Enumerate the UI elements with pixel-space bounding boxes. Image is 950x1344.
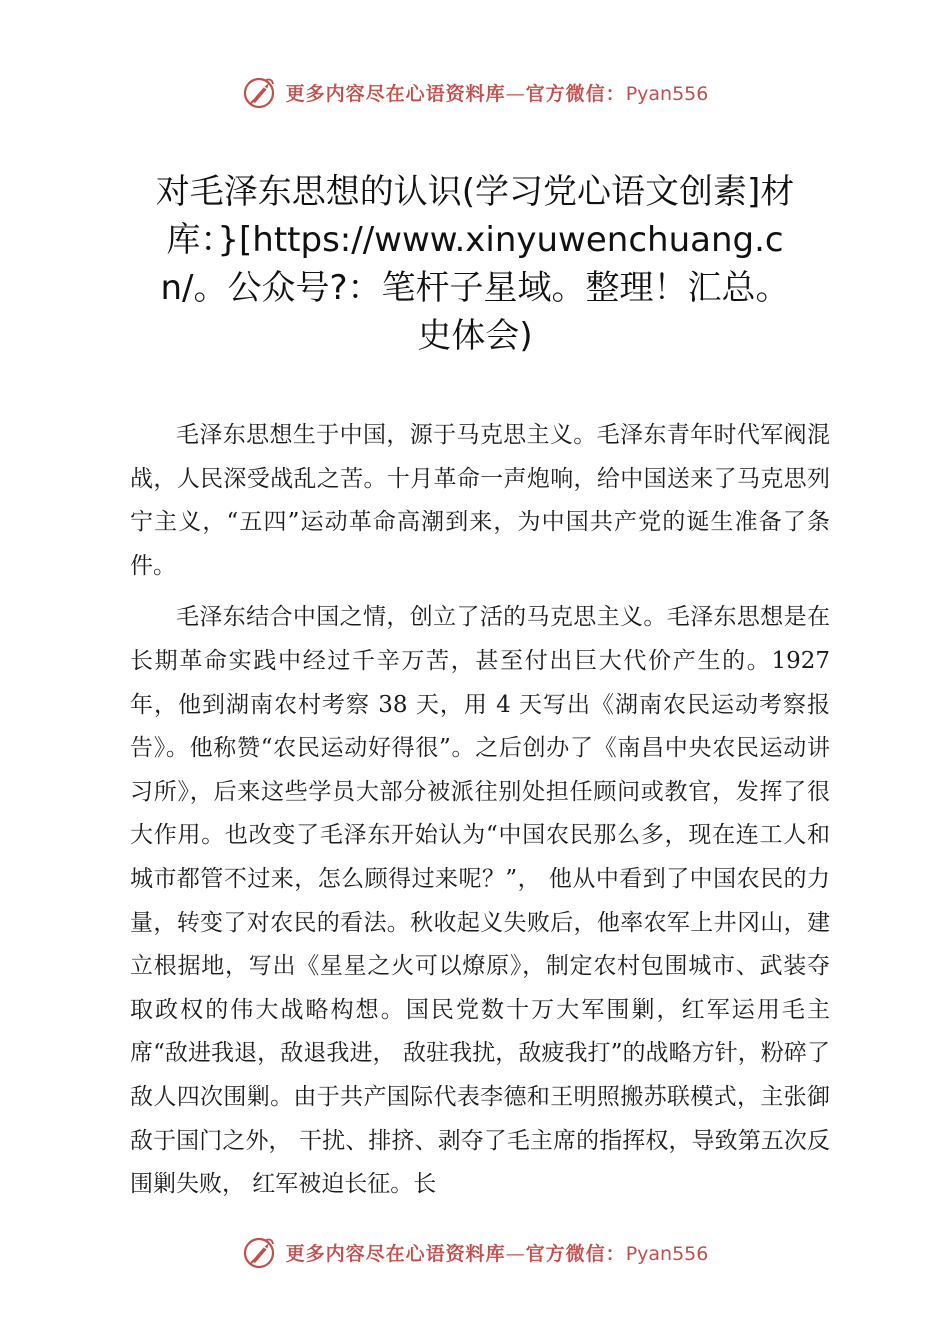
header-banner-separator: — (505, 82, 526, 105)
header-banner (0, 74, 950, 110)
document-body (130, 414, 830, 1207)
footer-banner-main: 更多内容尽在心语资料库 (285, 1242, 506, 1265)
paragraph-2: 毛泽东结合中国之情，创立了活的马克思主义。毛泽东思想是在长期革命实践中经过千辛万苦，甚至付出巨大代价产生的。1927 年，他到湖南农村考察 38 天，用 4 天写出《湖南农民运动考察报告》。他称赞“农民运动好得很”。之后创办了《南昌中央农民运动讲习所》，后来这些学员大部分被派往别处担任顾问或教官，发挥了很大作用。也改变了毛泽东开始认为“中国农民那么多，现在连工人和城市都管不过来，怎么顾得过来呢？”， 他从中看到了中国农民的力量，转变了对农民的看法。秋收起义失败后，他率农军上井冈山，建立根据地，写出《星星之火可以燎原》，制定农村包围城市、武装夺取政权的伟大战略构想。国民党数十万大军围剿，红军运用毛主席“敌进我退，敌退我进， 敌驻我扰，敌疲我打”的战略方针，粉碎了敌人四次围剿。由于共产国际代表李德和王明照搬苏联模式，主张御敌于国门之外， 干扰、排挤、剥夺了毛主席的指挥权，导致第五次反围剿失败， 红军被迫长征。长 (130, 604, 830, 1198)
footer-banner-wechat-id: Pyan556 (625, 1242, 709, 1265)
header-banner-wechat-id: Pyan556 (625, 82, 709, 105)
header-banner-wechat-label: 官方微信： (525, 82, 626, 105)
pen-nib-logo-icon (242, 74, 278, 110)
footer-banner-wechat-label: 官方微信： (525, 1242, 626, 1265)
header-banner-text (286, 79, 709, 106)
footer-banner-text (286, 1239, 709, 1266)
paragraph-1: 毛泽东思想生于中国，源于马克思主义。毛泽东青年时代军阀混战，人民深受战乱之苦。十月革命一声炮响，给中国送来了马克思列宁主义，“五四”运动革命高潮到来，为中国共产党的诞生准备了条件。 (130, 422, 830, 579)
document-title: 对毛泽东思想的认识(学习党心语文创素]材库：}[https://www.xinyuwenchuang.cn/。公众号?：笔杆子星域。整理！汇总。史体会) (155, 172, 795, 356)
header-banner-main: 更多内容尽在心语资料库 (285, 82, 506, 105)
footer-banner-separator: — (505, 1242, 526, 1265)
pen-nib-logo-icon (242, 1234, 278, 1270)
footer-banner (0, 1234, 950, 1270)
